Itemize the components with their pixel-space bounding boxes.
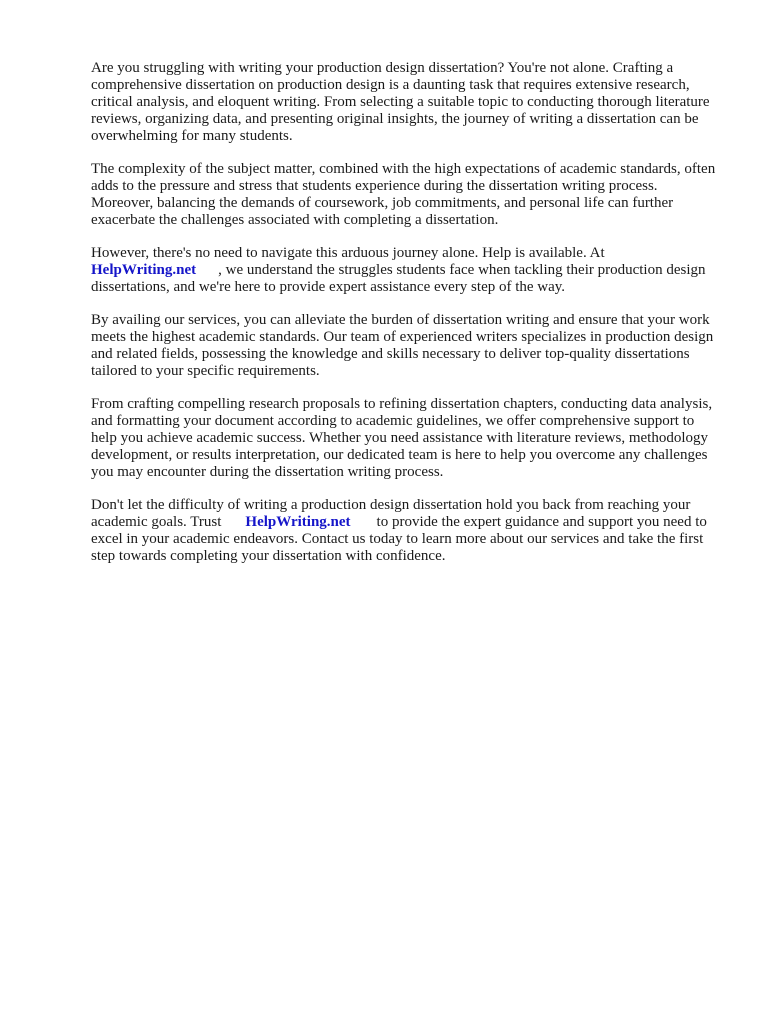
- paragraph-trust-text-end: to provide the expert guidance and support you need to excel in your academic endeavors. Contact us today to learn more about our services and take the first step towards completing your dissertation with confidence.: [91, 514, 707, 564]
- paragraph-services: By availing our services, you can alleviate the burden of dissertation writing and ensure that your work meets the highest academic standards. Our team of experienced writers specializes in production design and related fields, possessing the knowledge and skills necessary to deliver top-quality dissertations tailored to your specific requirements.: [91, 312, 714, 379]
- paragraph-trust: [91, 497, 723, 565]
- paragraph-help-text-end: , we understand the struggles students face when tackling their production design dissertations, and we're here to provide expert assistance every step of the way.: [91, 262, 706, 295]
- helpwriting-link[interactable]: HelpWriting.net: [91, 262, 197, 278]
- paragraph-help-available: [91, 245, 723, 296]
- paragraph-help-text-start: However, there's no need to navigate this arduous journey alone. Help is available. At: [91, 245, 605, 261]
- paragraph-trust-text-start: Don't let the difficulty of writing a production design dissertation hold you back from reaching your academic goals. Trust: [91, 497, 691, 530]
- paragraph-complexity: The complexity of the subject matter, combined with the high expectations of academic standards, often adds to the pressure and stress that students experience during the dissertation writing process. Moreover, balancing the demands of coursework, job commitments, and personal life can further exacerbate the challenges associated with completing a dissertation.: [91, 161, 716, 228]
- paragraph-intro: Are you struggling with writing your production design dissertation? You're not alone. Crafting a comprehensive dissertation on production design is a daunting task that requires extensive research, critical analysis, and eloquent writing. From selecting a suitable topic to conducting thorough literature reviews, organizing data, and presenting original insights, the journey of writing a dissertation can be overwhelming for many students.: [91, 60, 710, 144]
- paragraph-support: From crafting compelling research proposals to refining dissertation chapters, conducting data analysis, and formatting your document according to academic guidelines, we offer comprehensive support to help you achieve academic success. Whether you need assistance with literature reviews, methodology development, or results interpretation, our dedicated team is here to help you overcome any challenges you may encounter during the dissertation writing process.: [91, 396, 713, 480]
- helpwriting-link-trust[interactable]: HelpWriting.net: [245, 514, 351, 530]
- document-body: [91, 60, 723, 581]
